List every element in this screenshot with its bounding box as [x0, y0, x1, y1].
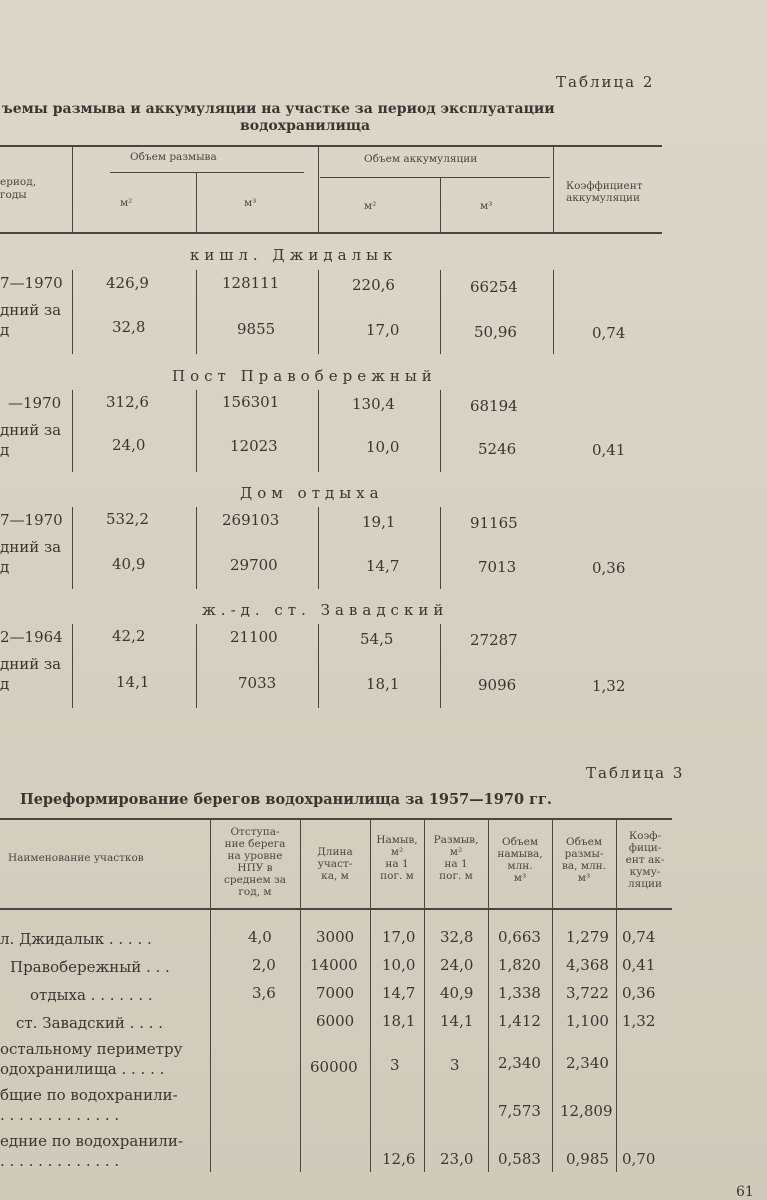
cell: 0,74: [622, 928, 656, 946]
cell: 7013: [478, 558, 517, 576]
table3-label: Таблица 3: [586, 764, 685, 782]
header-line: м²: [449, 846, 463, 858]
cell: 50,96: [474, 323, 517, 341]
page-number: 61: [736, 1184, 754, 1200]
cell: 10,0: [366, 438, 400, 456]
cell: 27287: [470, 631, 518, 649]
cell: 12,809: [560, 1102, 613, 1120]
cell: 0,36: [592, 559, 626, 577]
section-heading: ж.-д. ст. Завадский: [202, 601, 449, 619]
table3-header-vol-eros: [554, 836, 614, 884]
table3-header-alluv: [372, 834, 422, 882]
cell: 269103: [222, 511, 280, 529]
row-label: дний за: [0, 538, 62, 556]
table2-vline: [440, 624, 441, 708]
table2-title-line1: ъемы размыва и аккумуляции на участке за период эксплуатации: [2, 101, 555, 117]
table2-header-period: ериод,: [0, 176, 37, 188]
cell: 14000: [310, 956, 358, 974]
cell: 532,2: [106, 510, 149, 528]
table2-vline: [72, 390, 73, 472]
cell: 32,8: [112, 318, 146, 336]
cell: 3,6: [252, 984, 276, 1002]
cell: 5246: [478, 440, 517, 458]
table2-vline: [440, 178, 441, 232]
cell: 17,0: [366, 321, 400, 339]
header-line: пог. м: [380, 870, 414, 882]
table3-row-name: одохранилища . . . . .: [0, 1060, 165, 1078]
table2-vline: [318, 147, 319, 232]
cell: 0,583: [498, 1150, 541, 1168]
cell: 60000: [310, 1058, 358, 1076]
table2-vline: [72, 507, 73, 589]
table2-header-m3: м³: [244, 197, 257, 209]
table3-vline: [552, 820, 553, 1172]
section-heading: кишл. Джидалык: [190, 246, 398, 264]
cell: 3: [390, 1056, 400, 1074]
period-label: 7—1970: [0, 511, 63, 529]
header-line: фици-: [628, 842, 662, 854]
cell: 0,70: [622, 1150, 656, 1168]
header-line: участ-: [317, 858, 353, 870]
header-line: год, м: [238, 886, 272, 898]
table2-header-period2: годы: [0, 189, 27, 201]
cell: 4,0: [248, 928, 272, 946]
table3-header-coef: [618, 830, 672, 890]
cell: 128111: [222, 274, 280, 292]
table2-top-rule: [0, 145, 662, 147]
cell: 12023: [230, 437, 278, 455]
header-line: м²: [390, 846, 404, 858]
header-line: на 1: [385, 858, 409, 870]
table2-header-rule: [0, 232, 662, 234]
header-line: ние берега: [224, 838, 286, 850]
table3-top-rule: [0, 818, 672, 820]
table2-subrule-accum: [320, 177, 550, 178]
cell: 1,32: [592, 677, 626, 695]
cell: 3000: [316, 928, 355, 946]
table3-vline: [210, 820, 211, 1172]
table2-vline: [72, 147, 73, 232]
cell: 312,6: [106, 393, 149, 411]
table3-header-name: Наименование участков: [8, 852, 144, 864]
row-label: д: [0, 441, 10, 459]
header-line: пог. м: [439, 870, 473, 882]
table3-vline: [300, 820, 301, 1172]
header-line: ка, м: [321, 870, 349, 882]
header-line: Размыв,: [433, 834, 479, 846]
cell: 0,985: [566, 1150, 609, 1168]
table2-vline: [318, 270, 319, 354]
cell: 9855: [237, 320, 276, 338]
table2-vline: [553, 270, 554, 354]
table2-header-m3: м³: [480, 200, 493, 212]
table2-label: Таблица 2: [556, 73, 655, 91]
row-label: д: [0, 321, 10, 339]
cell: 4,368: [566, 956, 609, 974]
table3-row-name: бщие по водохранили-: [0, 1086, 178, 1104]
cell: 14,7: [366, 557, 400, 575]
table3-row-name: Правобережный . . .: [10, 958, 170, 976]
cell: 0,41: [622, 956, 656, 974]
cell: 14,7: [382, 984, 416, 1002]
cell: 91165: [470, 514, 518, 532]
cell: 2,340: [498, 1054, 541, 1072]
cell: 23,0: [440, 1150, 474, 1168]
cell: 9096: [478, 676, 517, 694]
table2-vline: [196, 624, 197, 708]
period-label: 7—1970: [0, 274, 63, 292]
header-line: намыва,: [497, 848, 543, 860]
cell: 12,6: [382, 1150, 416, 1168]
table3-vline: [616, 820, 617, 1172]
table3-vline: [370, 820, 371, 1172]
table3-header-length: [302, 846, 368, 882]
header-line: ва, млн.: [561, 860, 607, 872]
table2-vline: [318, 624, 319, 708]
cell: 6000: [316, 1012, 355, 1030]
table2-vline: [440, 390, 441, 472]
cell: 0,663: [498, 928, 541, 946]
header-line: ляции: [627, 878, 663, 890]
cell: 18,1: [366, 675, 400, 693]
row-label: дний за: [0, 421, 62, 439]
cell: 3: [450, 1056, 460, 1074]
cell: 19,1: [362, 513, 396, 531]
table2-header-coef: Коэффициент: [566, 180, 643, 192]
cell: 1,279: [566, 928, 609, 946]
table3-row-name: отдыха . . . . . . .: [30, 986, 153, 1004]
cell: 0,41: [592, 441, 626, 459]
table3-vline: [424, 820, 425, 1172]
table3-row-name: л. Джидалык . . . . .: [0, 930, 152, 948]
cell: 40,9: [440, 984, 474, 1002]
cell: 0,74: [592, 324, 626, 342]
cell: 24,0: [112, 436, 146, 454]
cell: 40,9: [112, 555, 146, 573]
header-line: на 1: [444, 858, 468, 870]
cell: 29700: [230, 556, 278, 574]
table2-vline: [196, 390, 197, 472]
header-line: ент ак-: [625, 854, 665, 866]
cell: 1,338: [498, 984, 541, 1002]
table2-header-accum: Объем аккумуляции: [364, 153, 478, 165]
table2-vline: [440, 270, 441, 354]
row-label: д: [0, 558, 10, 576]
cell: 7000: [316, 984, 355, 1002]
table3-header-retreat: [212, 826, 298, 898]
table2-subrule-erosion: [110, 172, 304, 173]
period-label: —1970: [8, 394, 62, 412]
table2-header-m2: м²: [120, 197, 133, 209]
cell: 1,32: [622, 1012, 656, 1030]
cell: 21100: [230, 628, 278, 646]
row-label: дний за: [0, 301, 62, 319]
row-label: д: [0, 675, 10, 693]
table2-vline: [72, 270, 73, 354]
table3-header-vol-alluv: [490, 836, 550, 884]
table3-header-eros: [426, 834, 486, 882]
table2-title-line2: водохранилища: [240, 118, 371, 134]
header-line: НПУ в: [237, 862, 273, 874]
table3-row-name: . . . . . . . . . . . . .: [0, 1106, 120, 1124]
header-line: среднем за: [224, 874, 286, 886]
cell: 66254: [470, 278, 518, 296]
header-line: Отступа-: [230, 826, 280, 838]
table3-vline: [488, 820, 489, 1172]
cell: 2,0: [252, 956, 276, 974]
cell: 42,2: [112, 627, 146, 645]
cell: 68194: [470, 397, 518, 415]
header-line: Длина: [317, 846, 353, 858]
table3-title: Переформирование берегов водохранилища за 1957—1970 гг.: [20, 791, 552, 808]
table2-vline: [196, 173, 197, 232]
cell: 14,1: [116, 673, 150, 691]
cell: 1,820: [498, 956, 541, 974]
cell: 24,0: [440, 956, 474, 974]
cell: 220,6: [352, 276, 395, 294]
table2-header-erosion: Объем размыва: [130, 151, 217, 163]
table2-header-m2: м²: [364, 200, 377, 212]
cell: 2,340: [566, 1054, 609, 1072]
table2-vline: [72, 624, 73, 708]
cell: 7033: [238, 674, 277, 692]
table2-header-coef2: аккумуляции: [566, 192, 640, 204]
table3-row-name: ст. Завадский . . . .: [16, 1014, 164, 1032]
table2-vline: [553, 147, 554, 232]
period-label: 2—1964: [0, 628, 63, 646]
table2-vline: [196, 270, 197, 354]
header-line: на уровне: [227, 850, 283, 862]
header-line: куму-: [629, 866, 661, 878]
cell: 130,4: [352, 395, 395, 413]
table2-vline: [196, 507, 197, 589]
header-line: м³: [513, 872, 527, 884]
header-line: м³: [577, 872, 591, 884]
cell: 17,0: [382, 928, 416, 946]
row-label: дний за: [0, 655, 62, 673]
section-heading: Пост Правобережный: [172, 367, 437, 385]
cell: 156301: [222, 393, 280, 411]
section-heading: Дом отдыха: [240, 484, 384, 502]
table2-vline: [440, 507, 441, 589]
cell: 3,722: [566, 984, 609, 1002]
cell: 18,1: [382, 1012, 416, 1030]
cell: 7,573: [498, 1102, 541, 1120]
cell: 54,5: [360, 630, 394, 648]
table3-row-name: остальному периметру: [0, 1040, 183, 1058]
header-line: Объем: [502, 836, 538, 848]
cell: 32,8: [440, 928, 474, 946]
cell: 0,36: [622, 984, 656, 1002]
cell: 1,100: [566, 1012, 609, 1030]
table3-row-name: . . . . . . . . . . . . .: [0, 1152, 120, 1170]
header-line: Коэф-: [628, 830, 662, 842]
table3-header-rule: [0, 908, 672, 910]
cell: 1,412: [498, 1012, 541, 1030]
table3-row-name: едние по водохранили-: [0, 1132, 183, 1150]
cell: 10,0: [382, 956, 416, 974]
header-line: Намыв,: [376, 834, 418, 846]
header-line: размы-: [564, 848, 604, 860]
header-line: Объем: [566, 836, 602, 848]
cell: 426,9: [106, 274, 149, 292]
table2-vline: [318, 390, 319, 472]
cell: 14,1: [440, 1012, 474, 1030]
header-line: млн.: [507, 860, 533, 872]
table2-vline: [318, 507, 319, 589]
